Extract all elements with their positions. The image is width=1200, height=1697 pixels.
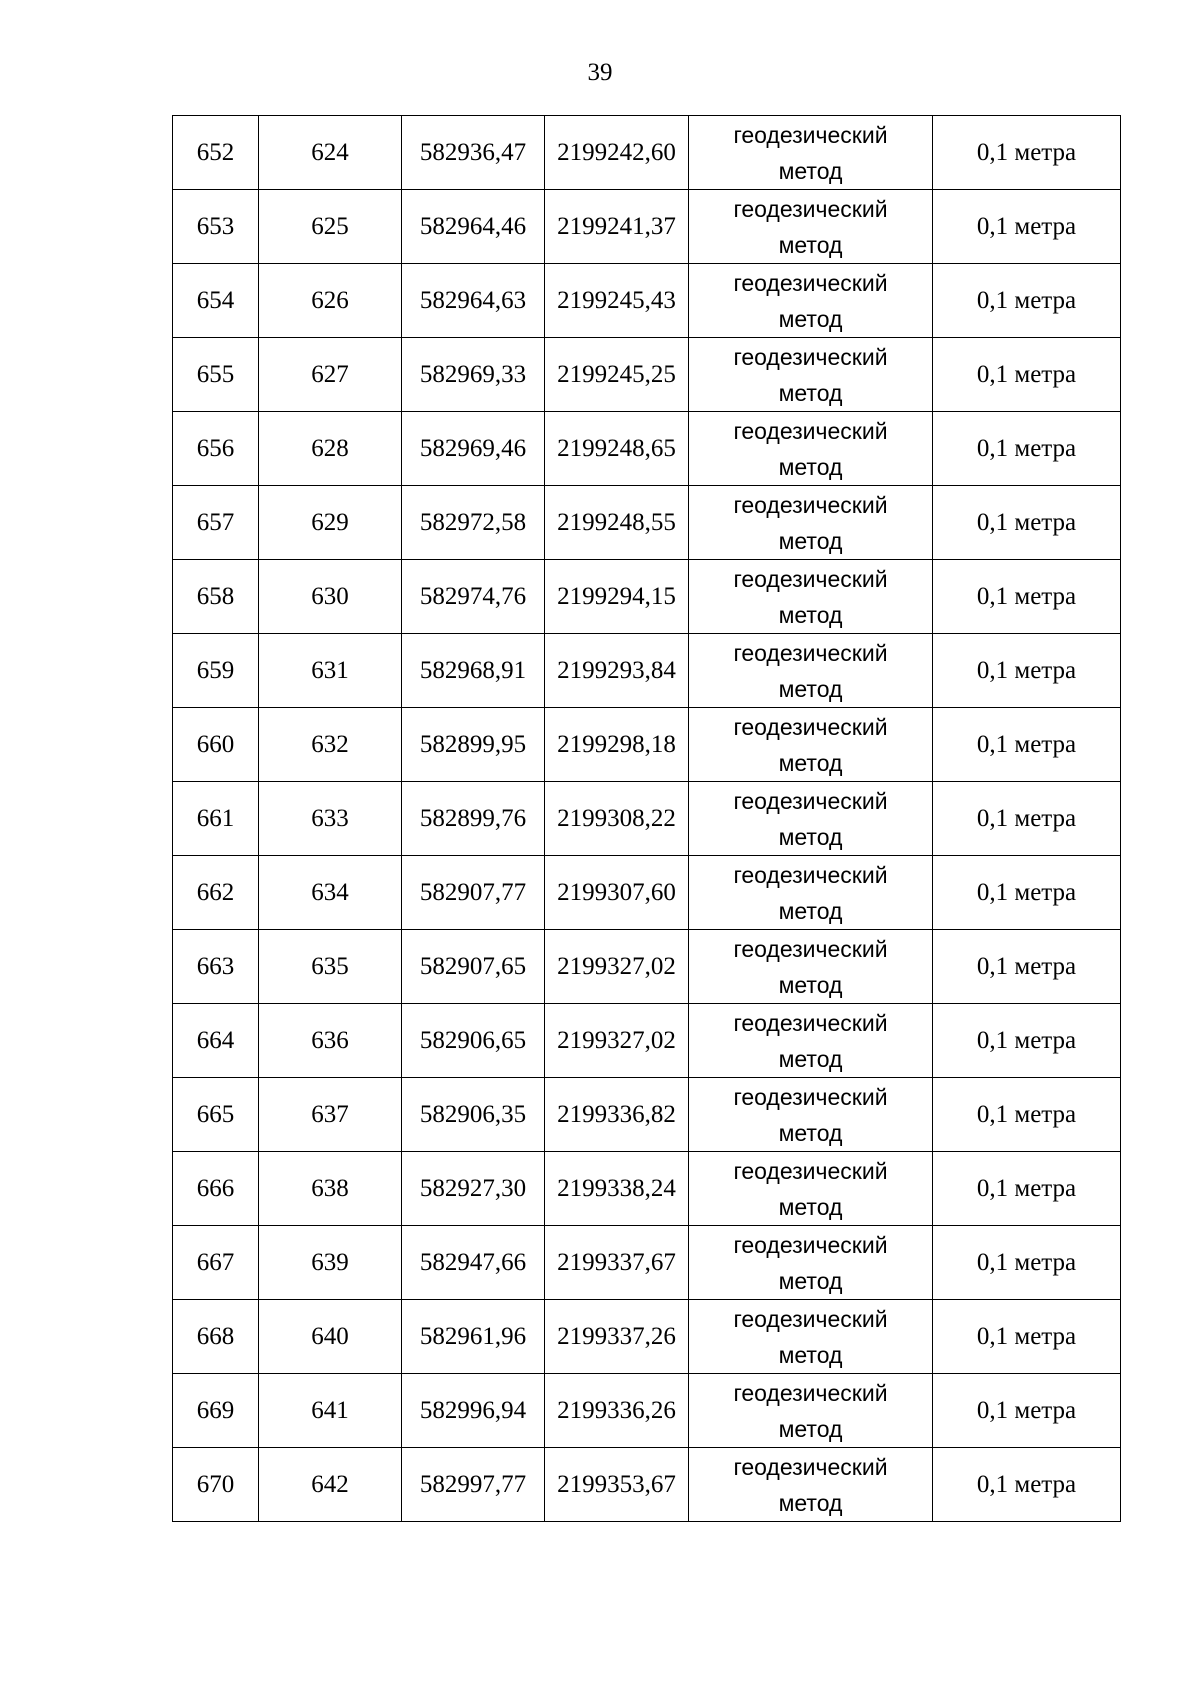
x-coordinate-cell: 582969,46 (402, 412, 545, 486)
method-line-1: геодезический (733, 269, 888, 296)
method-line-2: метод (778, 379, 843, 406)
table-row (173, 1374, 1121, 1448)
method-line-2: метод (778, 897, 843, 924)
accuracy-cell: 0,1 метра (933, 930, 1121, 1004)
point-number-cell: 662 (173, 856, 259, 930)
source-point-number-cell: 631 (259, 634, 402, 708)
method-line-2: метод (778, 1341, 843, 1368)
source-point-number-cell: 628 (259, 412, 402, 486)
coordinates-table (172, 115, 1121, 1522)
method-cell (689, 1448, 933, 1522)
source-point-number-cell: 642 (259, 1448, 402, 1522)
accuracy-cell: 0,1 метра (933, 264, 1121, 338)
table-row (173, 264, 1121, 338)
x-coordinate-cell: 582996,94 (402, 1374, 545, 1448)
x-coordinate-cell: 582927,30 (402, 1152, 545, 1226)
method-line-2: метод (778, 1193, 843, 1220)
x-coordinate-cell: 582972,58 (402, 486, 545, 560)
x-coordinate-cell: 582964,63 (402, 264, 545, 338)
accuracy-cell: 0,1 метра (933, 486, 1121, 560)
source-point-number-cell: 632 (259, 708, 402, 782)
table-row (173, 634, 1121, 708)
method-line-1: геодезический (733, 787, 888, 814)
coordinates-table-body (173, 116, 1121, 1522)
point-number-cell: 653 (173, 190, 259, 264)
point-number-cell: 669 (173, 1374, 259, 1448)
method-line-2: метод (778, 157, 843, 184)
point-number-cell: 668 (173, 1300, 259, 1374)
point-number-cell: 670 (173, 1448, 259, 1522)
point-number-cell: 659 (173, 634, 259, 708)
method-cell (689, 708, 933, 782)
accuracy-cell: 0,1 метра (933, 560, 1121, 634)
point-number-cell: 667 (173, 1226, 259, 1300)
source-point-number-cell: 637 (259, 1078, 402, 1152)
y-coordinate-cell: 2199248,55 (545, 486, 689, 560)
source-point-number-cell: 630 (259, 560, 402, 634)
accuracy-cell: 0,1 метра (933, 190, 1121, 264)
x-coordinate-cell: 582968,91 (402, 634, 545, 708)
y-coordinate-cell: 2199336,82 (545, 1078, 689, 1152)
x-coordinate-cell: 582997,77 (402, 1448, 545, 1522)
accuracy-cell: 0,1 метра (933, 1004, 1121, 1078)
method-cell (689, 1004, 933, 1078)
y-coordinate-cell: 2199293,84 (545, 634, 689, 708)
y-coordinate-cell: 2199327,02 (545, 1004, 689, 1078)
method-line-1: геодезический (733, 491, 888, 518)
point-number-cell: 664 (173, 1004, 259, 1078)
accuracy-cell: 0,1 метра (933, 412, 1121, 486)
point-number-cell: 655 (173, 338, 259, 412)
method-line-2: метод (778, 1267, 843, 1294)
method-cell (689, 856, 933, 930)
source-point-number-cell: 626 (259, 264, 402, 338)
method-cell (689, 560, 933, 634)
method-line-2: метод (778, 1415, 843, 1442)
method-line-2: метод (778, 453, 843, 480)
source-point-number-cell: 635 (259, 930, 402, 1004)
y-coordinate-cell: 2199294,15 (545, 560, 689, 634)
point-number-cell: 665 (173, 1078, 259, 1152)
method-cell (689, 1226, 933, 1300)
y-coordinate-cell: 2199248,65 (545, 412, 689, 486)
table-row (173, 412, 1121, 486)
y-coordinate-cell: 2199337,67 (545, 1226, 689, 1300)
method-line-1: геодезический (733, 1009, 888, 1036)
accuracy-cell: 0,1 метра (933, 634, 1121, 708)
method-line-1: геодезический (733, 121, 888, 148)
table-row (173, 486, 1121, 560)
table-row (173, 1152, 1121, 1226)
y-coordinate-cell: 2199307,60 (545, 856, 689, 930)
table-row (173, 930, 1121, 1004)
x-coordinate-cell: 582899,95 (402, 708, 545, 782)
source-point-number-cell: 638 (259, 1152, 402, 1226)
method-line-1: геодезический (733, 417, 888, 444)
method-line-2: метод (778, 601, 843, 628)
method-line-1: геодезический (733, 861, 888, 888)
y-coordinate-cell: 2199337,26 (545, 1300, 689, 1374)
method-line-2: метод (778, 1119, 843, 1146)
y-coordinate-cell: 2199245,25 (545, 338, 689, 412)
source-point-number-cell: 634 (259, 856, 402, 930)
method-cell (689, 486, 933, 560)
x-coordinate-cell: 582899,76 (402, 782, 545, 856)
method-line-1: геодезический (733, 195, 888, 222)
accuracy-cell: 0,1 метра (933, 1300, 1121, 1374)
method-cell (689, 930, 933, 1004)
method-line-2: метод (778, 971, 843, 998)
method-line-1: геодезический (733, 1083, 888, 1110)
method-line-2: метод (778, 675, 843, 702)
table-row (173, 116, 1121, 190)
accuracy-cell: 0,1 метра (933, 856, 1121, 930)
table-row (173, 190, 1121, 264)
y-coordinate-cell: 2199241,37 (545, 190, 689, 264)
method-line-2: метод (778, 1045, 843, 1072)
accuracy-cell: 0,1 метра (933, 1226, 1121, 1300)
table-row (173, 1300, 1121, 1374)
point-number-cell: 663 (173, 930, 259, 1004)
y-coordinate-cell: 2199338,24 (545, 1152, 689, 1226)
y-coordinate-cell: 2199242,60 (545, 116, 689, 190)
table-row (173, 1004, 1121, 1078)
x-coordinate-cell: 582947,66 (402, 1226, 545, 1300)
source-point-number-cell: 636 (259, 1004, 402, 1078)
accuracy-cell: 0,1 метра (933, 1374, 1121, 1448)
x-coordinate-cell: 582964,46 (402, 190, 545, 264)
x-coordinate-cell: 582906,35 (402, 1078, 545, 1152)
method-line-1: геодезический (733, 1231, 888, 1258)
method-line-1: геодезический (733, 1453, 888, 1480)
table-row (173, 560, 1121, 634)
point-number-cell: 654 (173, 264, 259, 338)
method-cell (689, 264, 933, 338)
method-line-2: метод (778, 823, 843, 850)
method-line-1: геодезический (733, 639, 888, 666)
y-coordinate-cell: 2199327,02 (545, 930, 689, 1004)
x-coordinate-cell: 582936,47 (402, 116, 545, 190)
x-coordinate-cell: 582974,76 (402, 560, 545, 634)
point-number-cell: 661 (173, 782, 259, 856)
point-number-cell: 660 (173, 708, 259, 782)
method-line-1: геодезический (733, 565, 888, 592)
point-number-cell: 657 (173, 486, 259, 560)
method-cell (689, 1078, 933, 1152)
x-coordinate-cell: 582907,77 (402, 856, 545, 930)
x-coordinate-cell: 582906,65 (402, 1004, 545, 1078)
y-coordinate-cell: 2199308,22 (545, 782, 689, 856)
point-number-cell: 658 (173, 560, 259, 634)
y-coordinate-cell: 2199245,43 (545, 264, 689, 338)
table-row (173, 338, 1121, 412)
method-line-1: геодезический (733, 1157, 888, 1184)
accuracy-cell: 0,1 метра (933, 1152, 1121, 1226)
method-line-1: геодезический (733, 1379, 888, 1406)
method-line-1: геодезический (733, 935, 888, 962)
table-row (173, 1078, 1121, 1152)
table-row (173, 856, 1121, 930)
method-line-1: геодезический (733, 343, 888, 370)
source-point-number-cell: 624 (259, 116, 402, 190)
method-cell (689, 338, 933, 412)
method-cell (689, 1374, 933, 1448)
x-coordinate-cell: 582969,33 (402, 338, 545, 412)
method-line-1: геодезический (733, 713, 888, 740)
accuracy-cell: 0,1 метра (933, 1448, 1121, 1522)
accuracy-cell: 0,1 метра (933, 708, 1121, 782)
source-point-number-cell: 639 (259, 1226, 402, 1300)
method-cell (689, 412, 933, 486)
table-row (173, 1226, 1121, 1300)
y-coordinate-cell: 2199298,18 (545, 708, 689, 782)
method-line-1: геодезический (733, 1305, 888, 1332)
method-line-2: метод (778, 231, 843, 258)
method-line-2: метод (778, 305, 843, 332)
y-coordinate-cell: 2199336,26 (545, 1374, 689, 1448)
table-row (173, 782, 1121, 856)
method-line-2: метод (778, 749, 843, 776)
source-point-number-cell: 633 (259, 782, 402, 856)
method-cell (689, 1300, 933, 1374)
method-cell (689, 190, 933, 264)
accuracy-cell: 0,1 метра (933, 116, 1121, 190)
source-point-number-cell: 627 (259, 338, 402, 412)
x-coordinate-cell: 582961,96 (402, 1300, 545, 1374)
y-coordinate-cell: 2199353,67 (545, 1448, 689, 1522)
method-cell (689, 116, 933, 190)
table-row (173, 708, 1121, 782)
accuracy-cell: 0,1 метра (933, 338, 1121, 412)
point-number-cell: 652 (173, 116, 259, 190)
accuracy-cell: 0,1 метра (933, 782, 1121, 856)
method-line-2: метод (778, 1489, 843, 1516)
source-point-number-cell: 629 (259, 486, 402, 560)
point-number-cell: 666 (173, 1152, 259, 1226)
method-cell (689, 1152, 933, 1226)
method-line-2: метод (778, 527, 843, 554)
accuracy-cell: 0,1 метра (933, 1078, 1121, 1152)
source-point-number-cell: 625 (259, 190, 402, 264)
point-number-cell: 656 (173, 412, 259, 486)
table-row (173, 1448, 1121, 1522)
source-point-number-cell: 640 (259, 1300, 402, 1374)
x-coordinate-cell: 582907,65 (402, 930, 545, 1004)
method-cell (689, 634, 933, 708)
source-point-number-cell: 641 (259, 1374, 402, 1448)
page-number: 39 (587, 59, 613, 86)
method-cell (689, 782, 933, 856)
